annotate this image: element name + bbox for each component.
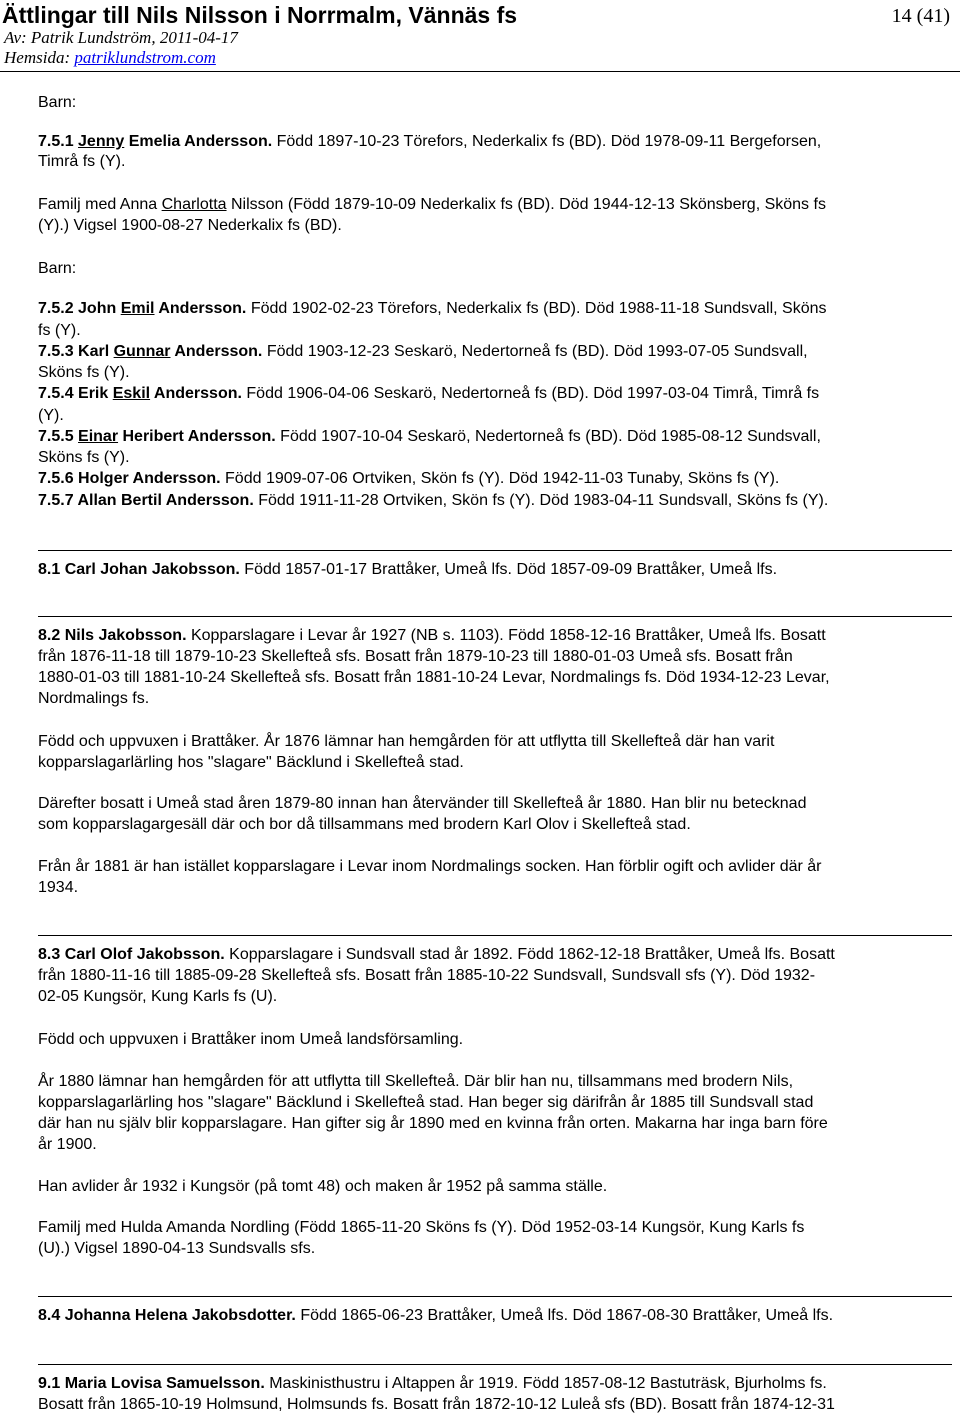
text-run: där han nu själv blir kopparslagare. Han gifter sig år 1890 med en kvinna från orten. Makarna har inga barn före bbox=[38, 1115, 828, 1132]
text-line bbox=[38, 1305, 833, 1326]
homepage-link[interactable]: patriklundstrom.com bbox=[74, 48, 216, 67]
bold-run bbox=[121, 300, 155, 317]
text-run: Från år 1881 är han istället kopparslagare i Levar inom Nordmalings socken. Han förblir ogift och avlider där år bbox=[38, 858, 822, 875]
text-line bbox=[38, 814, 691, 835]
section-divider bbox=[38, 935, 952, 936]
text-line bbox=[38, 688, 149, 709]
text-run: Född 1897-10-23 Törefors, Nederkalix fs (BD). Död 1978-09-11 Bergeforsen, bbox=[272, 133, 822, 150]
text-line bbox=[38, 383, 819, 404]
text-run: Nordmalings fs. bbox=[38, 690, 150, 707]
text-line bbox=[38, 1092, 813, 1113]
text-line bbox=[38, 1217, 804, 1238]
homepage-label: Hemsida: bbox=[4, 48, 75, 67]
text-line bbox=[38, 426, 821, 447]
text-run: (Y). bbox=[38, 407, 64, 424]
text-line bbox=[38, 646, 793, 667]
person-name: 9.1 Maria Lovisa Samuelsson. bbox=[38, 1375, 265, 1392]
text-run: kopparslagarlärling hos "slagare" Bäcklund i Skellefteå stad. Han beger sig därifrån år 1885 till Sundsvall stad bbox=[38, 1094, 814, 1111]
text-line bbox=[38, 194, 826, 215]
text-run: 02-05 Kungsör, Kung Karls fs (U). bbox=[38, 988, 278, 1005]
person-name: Jenny bbox=[78, 133, 125, 150]
text-run: 1880-01-03 till 1881-10-24 Skellefteå sfs. Bosatt från 1881-10-24 Levar, Nordmalings fs. Död 1934-12-23 Levar, bbox=[38, 669, 830, 686]
text-run: Bosatt från 1865-10-19 Holmsund, Holmsunds fs. Bosatt från 1872-10-12 Luleå sfs (BD). Bosatt från 1874-12-31 bbox=[38, 1396, 835, 1413]
text-line bbox=[38, 490, 828, 511]
section-divider bbox=[38, 616, 952, 617]
text-line bbox=[38, 1113, 828, 1134]
text-line bbox=[38, 1071, 793, 1092]
text-run: 1934. bbox=[38, 879, 79, 896]
person-name: 8.4 Johanna Helena Jakobsdotter. bbox=[38, 1307, 296, 1324]
text-line bbox=[38, 320, 81, 341]
text-run: år 1900. bbox=[38, 1136, 97, 1153]
text-run: Född 1906-04-06 Seskarö, Nedertorneå fs (BD). Död 1997-03-04 Timrå, Timrå fs bbox=[241, 385, 820, 402]
bold-run bbox=[114, 343, 171, 360]
person-name: Andersson. bbox=[170, 343, 263, 360]
person-name: Heribert Andersson. bbox=[118, 428, 276, 445]
text-run: Barn: bbox=[38, 94, 77, 111]
bold-run bbox=[155, 300, 247, 317]
text-line bbox=[38, 965, 815, 986]
bold-run bbox=[38, 343, 114, 360]
text-run: Därefter bosatt i Umeå stad åren 1879-80 innan han återvänder till Skellefteå år 1880. Han blir nu betecknad bbox=[38, 795, 807, 812]
text-run: Sköns fs (Y). bbox=[38, 449, 130, 466]
text-run: Född 1865-06-23 Brattåker, Umeå lfs. Död 1867-08-30 Brattåker, Umeå lfs. bbox=[295, 1307, 834, 1324]
bold-run bbox=[38, 561, 240, 578]
text-line bbox=[38, 468, 779, 489]
text-line bbox=[38, 258, 76, 279]
text-run: Timrå fs (Y). bbox=[38, 153, 126, 170]
text-line bbox=[38, 731, 774, 752]
text-line bbox=[38, 877, 78, 898]
page-number: 14 (41) bbox=[891, 5, 950, 27]
text-line bbox=[38, 1134, 97, 1155]
text-run: Kopparslagare i Levar år 1927 (NB s. 1103). Född 1858-12-16 Brattåker, Umeå lfs. Bosatt bbox=[186, 627, 826, 644]
text-run: Född 1903-12-23 Seskarö, Nedertorneå fs (BD). Död 1993-07-05 Sundsvall, bbox=[262, 343, 808, 360]
text-run: Född 1909-07-06 Ortviken, Skön fs (Y). Död 1942-11-03 Tunaby, Sköns fs (Y). bbox=[220, 470, 780, 487]
bold-run bbox=[118, 428, 276, 445]
person-name: 7.5.3 Karl bbox=[38, 343, 114, 360]
text-line bbox=[38, 625, 826, 646]
text-run: Född och uppvuxen i Brattåker. År 1876 lämnar han hemgården för att utflytta till Skellefteå där han varit bbox=[38, 733, 775, 750]
person-name: Gunnar bbox=[113, 343, 171, 360]
bold-run bbox=[38, 1375, 265, 1392]
bold-run bbox=[38, 133, 78, 150]
text-run: År 1880 lämnar han hemgården för att utflytta till Skellefteå. Där blir han nu, tillsammans med brodern Nils, bbox=[38, 1073, 794, 1090]
person-name: 8.2 Nils Jakobsson. bbox=[38, 627, 187, 644]
bold-run bbox=[38, 300, 121, 317]
text-run: Kopparslagare i Sundsvall stad år 1892. Född 1862-12-18 Brattåker, Umeå lfs. Bosatt bbox=[224, 946, 835, 963]
document-title: Ättlingar till Nils Nilsson i Norrmalm, Vännäs fs bbox=[2, 2, 518, 28]
person-name: 7.5.2 John bbox=[38, 300, 121, 317]
text-run: Han avlider år 1932 i Kungsör (på tomt 48) och maken år 1952 på samma ställe. bbox=[38, 1178, 608, 1195]
author-line: Av: Patrik Lundström, 2011-04-17 bbox=[4, 28, 238, 47]
section-divider bbox=[38, 1364, 952, 1365]
bold-run bbox=[38, 428, 78, 445]
bold-run bbox=[124, 133, 272, 150]
text-line bbox=[38, 341, 808, 362]
text-line bbox=[38, 447, 130, 468]
text-run: Sköns fs (Y). bbox=[38, 364, 130, 381]
text-run: kopparslagarlärling hos "slagare" Bäcklund i Skellefteå stad. bbox=[38, 754, 464, 771]
text-run: Född 1857-01-17 Brattåker, Umeå lfs. Död 1857-09-09 Brattåker, Umeå lfs. bbox=[239, 561, 778, 578]
text-line bbox=[38, 667, 830, 688]
text-line bbox=[38, 1238, 315, 1259]
text-run: Född 1907-10-04 Seskarö, Nedertorneå fs (BD). Död 1985-08-12 Sundsvall, bbox=[275, 428, 821, 445]
section-divider bbox=[38, 550, 952, 551]
person-name: 8.1 Carl Johan Jakobsson. bbox=[38, 561, 240, 578]
bold-run bbox=[38, 385, 113, 402]
bold-run bbox=[78, 428, 118, 445]
bold-run bbox=[38, 492, 254, 509]
text-run: Familj med Hulda Amanda Nordling (Född 1865-11-20 Sköns fs (Y). Död 1952-03-14 Kungsör, Kung Karls fs bbox=[38, 1219, 805, 1236]
person-name: 7.5.6 Holger Andersson. bbox=[38, 470, 221, 487]
person-name: 7.5.5 bbox=[38, 428, 79, 445]
text-line bbox=[38, 559, 777, 580]
text-run: Barn: bbox=[38, 260, 77, 277]
text-line bbox=[38, 92, 76, 113]
text-run: Familj med Anna bbox=[38, 196, 162, 213]
text-run: Född 1902-02-23 Törefors, Nederkalix fs (BD). Död 1988-11-18 Sundsvall, Sköns bbox=[246, 300, 827, 317]
bold-run bbox=[150, 385, 242, 402]
person-name: 7.5.1 bbox=[38, 133, 79, 150]
text-line bbox=[38, 1394, 835, 1415]
text-run: (U).) Vigsel 1890-04-13 Sundsvalls sfs. bbox=[38, 1240, 316, 1257]
person-name: Andersson. bbox=[150, 385, 242, 402]
text-run: från 1880-11-16 till 1885-09-28 Skellefteå sfs. Bosatt från 1885-10-22 Sundsvall, Sundsvall sfs (Y). Död 1932- bbox=[38, 967, 816, 984]
person-name: 7.5.4 Erik bbox=[38, 385, 113, 402]
text-run: Född 1911-11-28 Ortviken, Skön fs (Y). Död 1983-04-11 Sundsvall, Sköns fs (Y). bbox=[253, 492, 829, 509]
text-line bbox=[38, 856, 822, 877]
text-run: som kopparslagargesäll där och bor då tillsammans med brodern Karl Olov i Skellefteå stad. bbox=[38, 816, 691, 833]
bold-run bbox=[38, 1307, 296, 1324]
text-line bbox=[38, 1029, 463, 1050]
text-line bbox=[38, 1373, 827, 1394]
bold-run bbox=[38, 627, 187, 644]
text-run: Maskinisthustru i Altappen år 1919. Född 1857-08-12 Bastuträsk, Bjurholms fs. bbox=[264, 1375, 827, 1392]
text-line bbox=[38, 1176, 607, 1197]
person-name: Emil bbox=[120, 300, 155, 317]
text-line bbox=[38, 298, 827, 319]
bold-run bbox=[38, 946, 225, 963]
text-run: fs (Y). bbox=[38, 322, 81, 339]
person-name: Einar bbox=[78, 428, 119, 445]
text-run: från 1876-11-18 till 1879-10-23 Skellefteå sfs. Bosatt från 1879-10-23 till 1880-01-03 Umeå sfs. Bosatt från bbox=[38, 648, 793, 665]
text-line bbox=[38, 405, 64, 426]
text-run: (Y).) Vigsel 1900-08-27 Nederkalix fs (BD). bbox=[38, 217, 342, 234]
person-name: Emelia Andersson. bbox=[124, 133, 273, 150]
bold-run bbox=[78, 133, 124, 150]
text-run: Nilsson (Född 1879-10-09 Nederkalix fs (BD). Död 1944-12-13 Skönsberg, Sköns fs bbox=[226, 196, 826, 213]
text-line bbox=[38, 131, 821, 152]
text-line bbox=[38, 752, 464, 773]
bold-run bbox=[38, 470, 221, 487]
text-line bbox=[38, 362, 130, 383]
bold-run bbox=[171, 343, 263, 360]
text-line bbox=[38, 944, 835, 965]
person-name: 8.3 Carl Olof Jakobsson. bbox=[38, 946, 225, 963]
text-line bbox=[38, 793, 806, 814]
person-name: 7.5.7 Allan Bertil Andersson. bbox=[38, 492, 254, 509]
section-divider bbox=[38, 1296, 952, 1297]
person-name: Eskil bbox=[112, 385, 151, 402]
text-line bbox=[38, 151, 125, 172]
text-line bbox=[38, 986, 277, 1007]
text-run: Charlotta bbox=[161, 196, 227, 213]
bold-run bbox=[113, 385, 150, 402]
text-line bbox=[38, 215, 342, 236]
text-run: Född och uppvuxen i Brattåker inom Umeå landsförsamling. bbox=[38, 1031, 464, 1048]
person-name: Andersson. bbox=[154, 300, 247, 317]
